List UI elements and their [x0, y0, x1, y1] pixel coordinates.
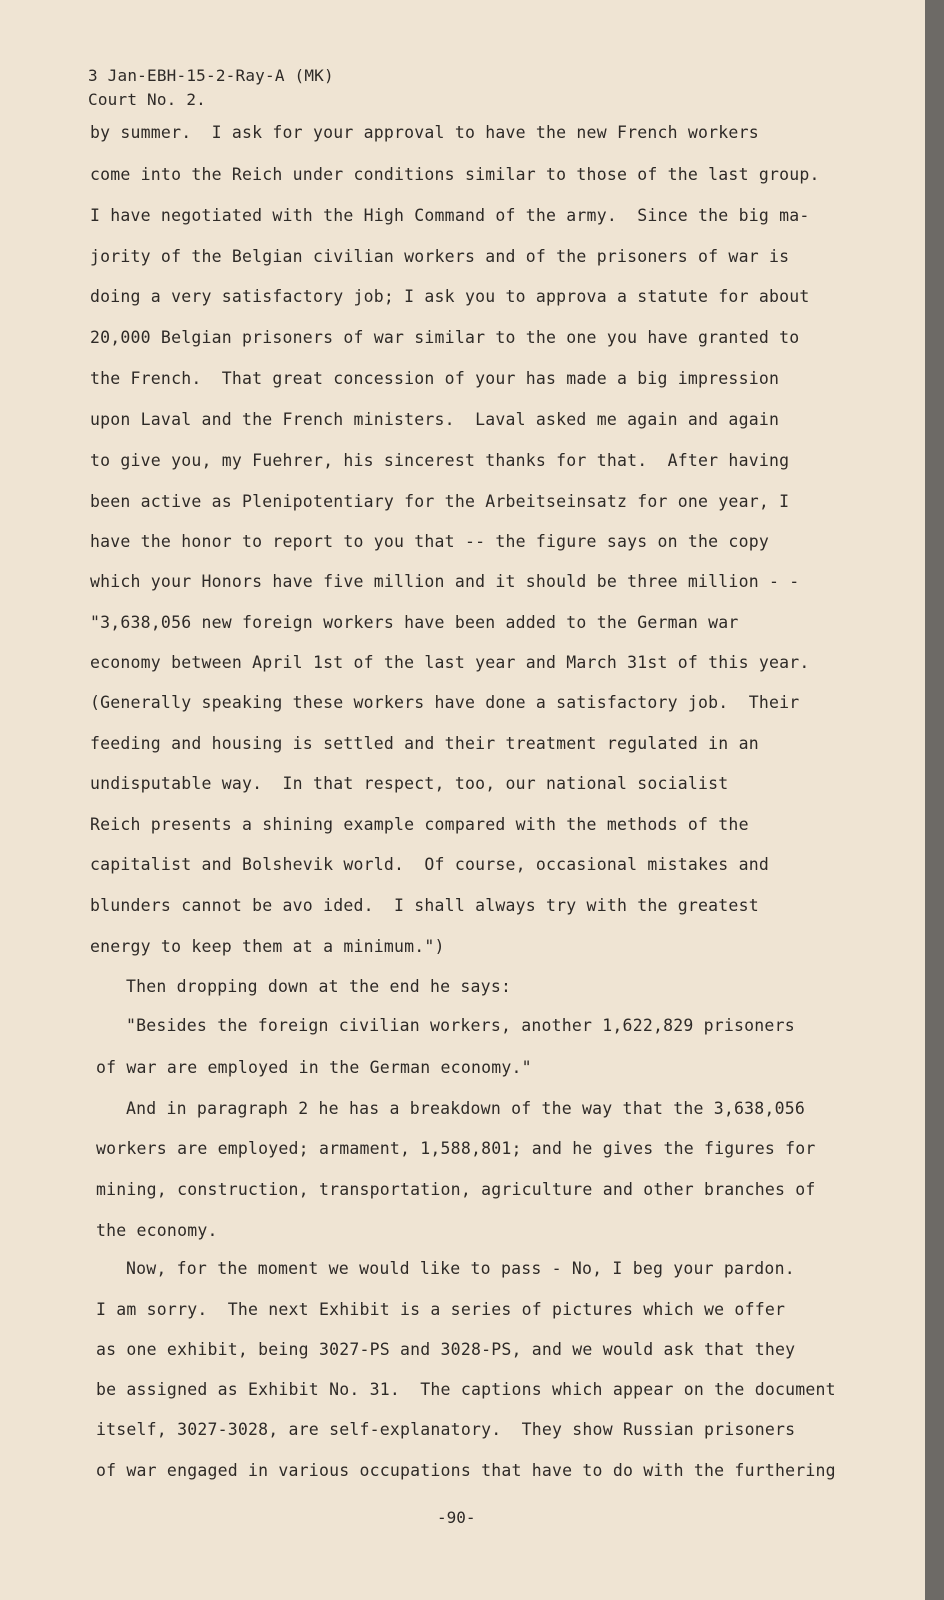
- page-edge: [925, 0, 944, 1600]
- body-line: the French. That great concession of your has made a big impression: [90, 369, 780, 388]
- header-court: Court No. 2.: [88, 90, 206, 109]
- body-line: energy to keep them at a minimum."): [90, 937, 445, 956]
- body-line: economy between April 1st of the last year and March 31st of this year.: [90, 653, 810, 672]
- body-line: upon Laval and the French ministers. Laval asked me again and again: [90, 410, 780, 429]
- body-line: capitalist and Bolshevik world. Of course, occasional mistakes and: [90, 855, 769, 874]
- body-line: jority of the Belgian civilian workers and of the prisoners of war is: [90, 247, 790, 266]
- body-line: come into the Reich under conditions similar to those of the last group.: [90, 165, 820, 184]
- page-number: -90-: [437, 1508, 476, 1527]
- body-line: Now, for the moment we would like to pass - No, I beg your pardon.: [126, 1259, 795, 1278]
- body-line: mining, construction, transportation, agriculture and other branches of: [96, 1180, 816, 1199]
- body-line: "Besides the foreign civilian workers, another 1,622,829 prisoners: [126, 1016, 795, 1035]
- body-line: of war are employed in the German economy.": [96, 1058, 532, 1077]
- body-line: been active as Plenipotentiary for the Arbeitseinsatz for one year, I: [90, 492, 790, 511]
- body-line: Then dropping down at the end he says:: [126, 977, 512, 996]
- body-line: by summer. I ask for your approval to have the new French workers: [90, 123, 759, 142]
- body-line: blunders cannot be avo ided. I shall always try with the greatest: [90, 896, 759, 915]
- body-line: And in paragraph 2 he has a breakdown of the way that the 3,638,056: [126, 1099, 805, 1118]
- body-line: 20,000 Belgian prisoners of war similar to the one you have granted to: [90, 328, 800, 347]
- body-line: which your Honors have five million and it should be three million - -: [90, 572, 800, 591]
- body-line: of war engaged in various occupations that have to do with the furthering: [96, 1461, 836, 1480]
- body-line: undisputable way. In that respect, too, our national socialist: [90, 774, 729, 793]
- body-line: the economy.: [96, 1221, 218, 1240]
- header-reference: 3 Jan-EBH-15-2-Ray-A (MK): [88, 66, 334, 85]
- body-line: I am sorry. The next Exhibit is a series of pictures which we offer: [96, 1300, 786, 1319]
- body-line: to give you, my Fuehrer, his sincerest thanks for that. After having: [90, 451, 790, 470]
- body-line: workers are employed; armament, 1,588,801; and he gives the figures for: [96, 1139, 816, 1158]
- body-line: I have negotiated with the High Command of the army. Since the big ma-: [90, 206, 810, 225]
- body-line: itself, 3027-3028, are self-explanatory. They show Russian prisoners: [96, 1420, 796, 1439]
- body-line: Reich presents a shining example compared with the methods of the: [90, 815, 749, 834]
- body-line: as one exhibit, being 3027-PS and 3028-PS, and we would ask that they: [96, 1340, 796, 1359]
- body-line: have the honor to report to you that -- the figure says on the copy: [90, 532, 769, 551]
- body-line: be assigned as Exhibit No. 31. The captions which appear on the document: [96, 1380, 836, 1399]
- body-line: doing a very satisfactory job; I ask you to approva a statute for about: [90, 287, 810, 306]
- body-line: "3,638,056 new foreign workers have been added to the German war: [90, 613, 739, 632]
- body-line: feeding and housing is settled and their treatment regulated in an: [90, 734, 759, 753]
- body-line: (Generally speaking these workers have done a satisfactory job. Their: [90, 693, 800, 712]
